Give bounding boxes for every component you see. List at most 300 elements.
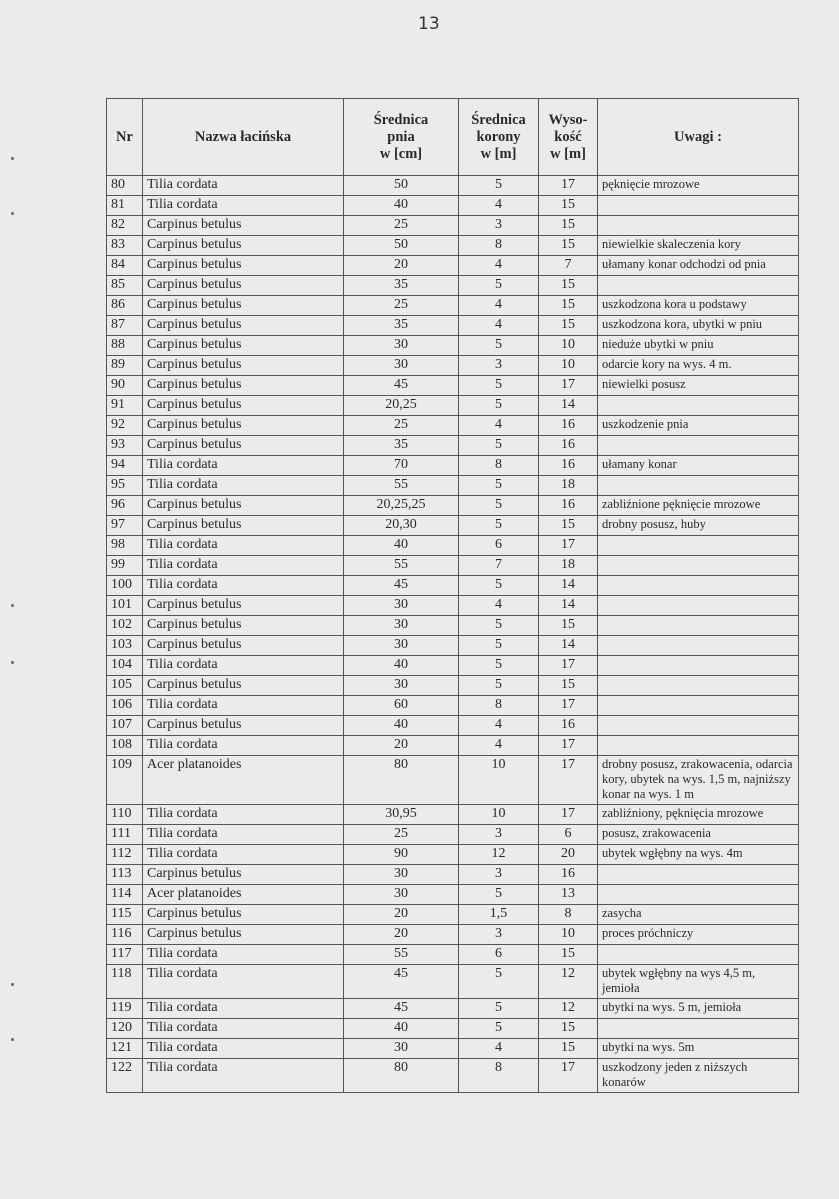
table-row: [107, 736, 799, 756]
cell-trunk-diameter: 35: [344, 316, 459, 336]
cell-height: 15: [539, 945, 598, 965]
cell-nr: 85: [107, 276, 143, 296]
cell-notes: [598, 396, 799, 416]
cell-latin-name: Tilia cordata: [143, 736, 344, 756]
cell-notes: drobny posusz, zrakowacenia, odarcia kory, ubytek na wys. 1,5 m, najniższy konar na wys. 1 m: [598, 756, 799, 805]
cell-latin-name: Carpinus betulus: [143, 676, 344, 696]
cell-trunk-diameter: 35: [344, 276, 459, 296]
cell-height: 17: [539, 805, 598, 825]
table-row: [107, 336, 799, 356]
table-row: [107, 556, 799, 576]
cell-crown-diameter: 5: [459, 336, 539, 356]
cell-height: 13: [539, 885, 598, 905]
cell-latin-name: Tilia cordata: [143, 476, 344, 496]
cell-latin-name: Carpinus betulus: [143, 716, 344, 736]
cell-latin-name: Tilia cordata: [143, 945, 344, 965]
cell-height: 17: [539, 656, 598, 676]
header-height-line: Wyso-: [548, 111, 588, 128]
cell-height: 16: [539, 416, 598, 436]
cell-latin-name: Carpinus betulus: [143, 616, 344, 636]
table-row: [107, 865, 799, 885]
table-row: [107, 236, 799, 256]
cell-latin-name: Carpinus betulus: [143, 905, 344, 925]
cell-crown-diameter: 5: [459, 396, 539, 416]
cell-trunk-diameter: 80: [344, 1059, 459, 1093]
header-crown-line: w [m]: [480, 145, 517, 162]
table-row: [107, 636, 799, 656]
table-row: [107, 376, 799, 396]
cell-latin-name: Carpinus betulus: [143, 396, 344, 416]
cell-trunk-diameter: 90: [344, 845, 459, 865]
cell-crown-diameter: 4: [459, 716, 539, 736]
table-row: [107, 316, 799, 336]
table-row: [107, 845, 799, 865]
cell-trunk-diameter: 25: [344, 216, 459, 236]
cell-trunk-diameter: 25: [344, 296, 459, 316]
cell-trunk-diameter: 55: [344, 945, 459, 965]
cell-trunk-diameter: 55: [344, 556, 459, 576]
cell-trunk-diameter: 25: [344, 825, 459, 845]
cell-latin-name: Tilia cordata: [143, 825, 344, 845]
cell-crown-diameter: 7: [459, 556, 539, 576]
cell-latin-name: Carpinus betulus: [143, 256, 344, 276]
cell-latin-name: Tilia cordata: [143, 196, 344, 216]
cell-height: 18: [539, 476, 598, 496]
table-row: [107, 456, 799, 476]
cell-height: 17: [539, 696, 598, 716]
cell-latin-name: Carpinus betulus: [143, 336, 344, 356]
table-row: [107, 696, 799, 716]
table-row: [107, 676, 799, 696]
cell-height: 10: [539, 356, 598, 376]
cell-notes: [598, 476, 799, 496]
cell-trunk-diameter: 70: [344, 456, 459, 476]
cell-trunk-diameter: 30: [344, 676, 459, 696]
cell-notes: [598, 656, 799, 676]
cell-nr: 87: [107, 316, 143, 336]
cell-height: 17: [539, 736, 598, 756]
cell-nr: 99: [107, 556, 143, 576]
cell-latin-name: Tilia cordata: [143, 965, 344, 999]
cell-nr: 83: [107, 236, 143, 256]
cell-crown-diameter: 3: [459, 825, 539, 845]
cell-crown-diameter: 4: [459, 256, 539, 276]
cell-notes: [598, 736, 799, 756]
cell-notes: niewielkie skaleczenia kory: [598, 236, 799, 256]
cell-nr: 114: [107, 885, 143, 905]
cell-crown-diameter: 5: [459, 276, 539, 296]
cell-notes: zabliźnione pęknięcie mrozowe: [598, 496, 799, 516]
cell-trunk-diameter: 30: [344, 865, 459, 885]
cell-notes: zasycha: [598, 905, 799, 925]
cell-trunk-diameter: 30: [344, 885, 459, 905]
cell-latin-name: Tilia cordata: [143, 999, 344, 1019]
cell-latin-name: Acer platanoides: [143, 885, 344, 905]
cell-trunk-diameter: 30: [344, 1039, 459, 1059]
cell-notes: ubytek wgłębny na wys 4,5 m, jemioła: [598, 965, 799, 999]
cell-height: 17: [539, 536, 598, 556]
cell-height: 16: [539, 865, 598, 885]
cell-latin-name: Tilia cordata: [143, 696, 344, 716]
cell-trunk-diameter: 20: [344, 925, 459, 945]
header-nr: Nr: [107, 99, 143, 176]
cell-height: 15: [539, 316, 598, 336]
cell-latin-name: Acer platanoides: [143, 756, 344, 805]
table-row: [107, 965, 799, 999]
cell-crown-diameter: 5: [459, 376, 539, 396]
scan-speck: [11, 212, 14, 215]
cell-height: 15: [539, 1019, 598, 1039]
cell-crown-diameter: 8: [459, 1059, 539, 1093]
tree-inventory-table: [106, 98, 799, 1093]
header-trunk-line: Średnica: [373, 111, 429, 128]
header-notes: Uwagi :: [598, 99, 799, 176]
cell-trunk-diameter: 80: [344, 756, 459, 805]
cell-height: 12: [539, 965, 598, 999]
cell-latin-name: Tilia cordata: [143, 845, 344, 865]
cell-crown-diameter: 3: [459, 925, 539, 945]
cell-crown-diameter: 6: [459, 536, 539, 556]
cell-trunk-diameter: 20: [344, 256, 459, 276]
cell-notes: [598, 596, 799, 616]
cell-nr: 116: [107, 925, 143, 945]
cell-nr: 82: [107, 216, 143, 236]
cell-crown-diameter: 10: [459, 805, 539, 825]
cell-nr: 80: [107, 176, 143, 196]
cell-trunk-diameter: 30: [344, 636, 459, 656]
cell-nr: 94: [107, 456, 143, 476]
cell-latin-name: Tilia cordata: [143, 536, 344, 556]
cell-height: 17: [539, 756, 598, 805]
cell-nr: 93: [107, 436, 143, 456]
cell-notes: [598, 636, 799, 656]
cell-latin-name: Carpinus betulus: [143, 216, 344, 236]
cell-crown-diameter: 5: [459, 616, 539, 636]
table-header: [107, 99, 799, 176]
cell-latin-name: Carpinus betulus: [143, 865, 344, 885]
cell-trunk-diameter: 45: [344, 999, 459, 1019]
table-row: [107, 256, 799, 276]
header-trunk-diameter: [344, 99, 459, 176]
cell-height: 17: [539, 1059, 598, 1093]
cell-nr: 96: [107, 496, 143, 516]
cell-height: 15: [539, 676, 598, 696]
cell-height: 16: [539, 456, 598, 476]
cell-trunk-diameter: 30: [344, 336, 459, 356]
cell-crown-diameter: 3: [459, 865, 539, 885]
cell-trunk-diameter: 30: [344, 356, 459, 376]
cell-latin-name: Tilia cordata: [143, 1059, 344, 1093]
cell-height: 12: [539, 999, 598, 1019]
cell-nr: 109: [107, 756, 143, 805]
table-row: [107, 805, 799, 825]
cell-notes: [598, 536, 799, 556]
cell-nr: 84: [107, 256, 143, 276]
table-row: [107, 925, 799, 945]
table-row: [107, 1039, 799, 1059]
cell-notes: uszkodzona kora, ubytki w pniu: [598, 316, 799, 336]
cell-nr: 88: [107, 336, 143, 356]
cell-height: 6: [539, 825, 598, 845]
table-body: [107, 176, 799, 1093]
scan-speck: [11, 661, 14, 664]
cell-crown-diameter: 12: [459, 845, 539, 865]
cell-latin-name: Carpinus betulus: [143, 496, 344, 516]
cell-notes: [598, 616, 799, 636]
cell-crown-diameter: 5: [459, 965, 539, 999]
cell-latin-name: Carpinus betulus: [143, 925, 344, 945]
cell-crown-diameter: 3: [459, 216, 539, 236]
cell-trunk-diameter: 35: [344, 436, 459, 456]
cell-height: 8: [539, 905, 598, 925]
cell-crown-diameter: 8: [459, 696, 539, 716]
table-row: [107, 945, 799, 965]
cell-nr: 108: [107, 736, 143, 756]
cell-nr: 112: [107, 845, 143, 865]
cell-crown-diameter: 5: [459, 516, 539, 536]
cell-nr: 120: [107, 1019, 143, 1039]
cell-height: 16: [539, 436, 598, 456]
table-row: [107, 536, 799, 556]
cell-nr: 91: [107, 396, 143, 416]
cell-latin-name: Carpinus betulus: [143, 316, 344, 336]
cell-trunk-diameter: 55: [344, 476, 459, 496]
cell-height: 14: [539, 576, 598, 596]
cell-height: 18: [539, 556, 598, 576]
table-row: [107, 596, 799, 616]
cell-trunk-diameter: 40: [344, 656, 459, 676]
cell-trunk-diameter: 45: [344, 576, 459, 596]
cell-notes: ubytki na wys. 5 m, jemioła: [598, 999, 799, 1019]
cell-nr: 104: [107, 656, 143, 676]
cell-notes: zabliźniony, pęknięcia mrozowe: [598, 805, 799, 825]
cell-crown-diameter: 8: [459, 236, 539, 256]
cell-height: 16: [539, 496, 598, 516]
cell-notes: ubytek wgłębny na wys. 4m: [598, 845, 799, 865]
table-row: [107, 356, 799, 376]
cell-crown-diameter: 4: [459, 416, 539, 436]
cell-latin-name: Carpinus betulus: [143, 376, 344, 396]
cell-nr: 102: [107, 616, 143, 636]
table-row: [107, 756, 799, 805]
cell-trunk-diameter: 40: [344, 536, 459, 556]
cell-crown-diameter: 4: [459, 736, 539, 756]
cell-crown-diameter: 5: [459, 676, 539, 696]
cell-latin-name: Tilia cordata: [143, 456, 344, 476]
cell-trunk-diameter: 40: [344, 716, 459, 736]
cell-crown-diameter: 8: [459, 456, 539, 476]
cell-crown-diameter: 5: [459, 436, 539, 456]
cell-nr: 86: [107, 296, 143, 316]
cell-crown-diameter: 4: [459, 296, 539, 316]
cell-crown-diameter: 10: [459, 756, 539, 805]
cell-nr: 81: [107, 196, 143, 216]
header-crown-diameter: [459, 99, 539, 176]
cell-nr: 103: [107, 636, 143, 656]
cell-notes: pęknięcie mrozowe: [598, 176, 799, 196]
cell-height: 15: [539, 616, 598, 636]
cell-latin-name: Carpinus betulus: [143, 416, 344, 436]
cell-notes: [598, 556, 799, 576]
table-row: [107, 296, 799, 316]
cell-latin-name: Carpinus betulus: [143, 356, 344, 376]
cell-height: 15: [539, 1039, 598, 1059]
cell-nr: 89: [107, 356, 143, 376]
cell-trunk-diameter: 50: [344, 176, 459, 196]
cell-crown-diameter: 5: [459, 176, 539, 196]
cell-trunk-diameter: 60: [344, 696, 459, 716]
cell-height: 10: [539, 925, 598, 945]
cell-notes: [598, 945, 799, 965]
cell-latin-name: Tilia cordata: [143, 556, 344, 576]
cell-notes: [598, 576, 799, 596]
cell-nr: 106: [107, 696, 143, 716]
cell-crown-diameter: 6: [459, 945, 539, 965]
cell-height: 15: [539, 216, 598, 236]
cell-notes: niewielki posusz: [598, 376, 799, 396]
cell-notes: ułamany konar: [598, 456, 799, 476]
cell-nr: 113: [107, 865, 143, 885]
cell-height: 15: [539, 196, 598, 216]
cell-height: 15: [539, 236, 598, 256]
cell-nr: 110: [107, 805, 143, 825]
cell-trunk-diameter: 20: [344, 905, 459, 925]
cell-height: 14: [539, 596, 598, 616]
scan-speck: [11, 983, 14, 986]
header-trunk-line: pnia: [387, 128, 415, 145]
cell-nr: 100: [107, 576, 143, 596]
header-height-line: kość: [554, 128, 582, 145]
table-row: [107, 1059, 799, 1093]
cell-notes: [598, 1019, 799, 1039]
cell-latin-name: Carpinus betulus: [143, 296, 344, 316]
page-number: 13: [418, 14, 440, 34]
cell-nr: 90: [107, 376, 143, 396]
cell-nr: 118: [107, 965, 143, 999]
cell-notes: [598, 696, 799, 716]
cell-notes: [598, 216, 799, 236]
table-row: [107, 396, 799, 416]
cell-notes: uszkodzenie pnia: [598, 416, 799, 436]
cell-crown-diameter: 5: [459, 885, 539, 905]
cell-latin-name: Tilia cordata: [143, 1039, 344, 1059]
table-row: [107, 436, 799, 456]
cell-height: 14: [539, 636, 598, 656]
table-row: [107, 276, 799, 296]
cell-notes: [598, 676, 799, 696]
table-row: [107, 416, 799, 436]
cell-trunk-diameter: 30: [344, 616, 459, 636]
table-row: [107, 496, 799, 516]
table-row: [107, 1019, 799, 1039]
cell-height: 16: [539, 716, 598, 736]
cell-height: 17: [539, 176, 598, 196]
table-row: [107, 905, 799, 925]
cell-trunk-diameter: 30: [344, 596, 459, 616]
cell-nr: 95: [107, 476, 143, 496]
cell-notes: [598, 716, 799, 736]
cell-notes: ułamany konar odchodzi od pnia: [598, 256, 799, 276]
table-row: [107, 716, 799, 736]
cell-height: 7: [539, 256, 598, 276]
cell-trunk-diameter: 20: [344, 736, 459, 756]
header-trunk-line: w [cm]: [379, 145, 423, 162]
cell-nr: 119: [107, 999, 143, 1019]
cell-height: 17: [539, 376, 598, 396]
cell-nr: 117: [107, 945, 143, 965]
cell-crown-diameter: 5: [459, 576, 539, 596]
cell-nr: 97: [107, 516, 143, 536]
cell-trunk-diameter: 50: [344, 236, 459, 256]
cell-height: 14: [539, 396, 598, 416]
table-row: [107, 176, 799, 196]
cell-nr: 121: [107, 1039, 143, 1059]
cell-notes: [598, 436, 799, 456]
cell-nr: 98: [107, 536, 143, 556]
cell-trunk-diameter: 20,30: [344, 516, 459, 536]
header-crown-line: Średnica: [471, 111, 526, 128]
cell-crown-diameter: 5: [459, 496, 539, 516]
table-row: [107, 825, 799, 845]
cell-notes: odarcie kory na wys. 4 m.: [598, 356, 799, 376]
scan-speck: [11, 1038, 14, 1041]
cell-latin-name: Carpinus betulus: [143, 236, 344, 256]
table-row: [107, 216, 799, 236]
table-row: [107, 576, 799, 596]
table-row: [107, 196, 799, 216]
cell-nr: 92: [107, 416, 143, 436]
cell-height: 15: [539, 276, 598, 296]
cell-crown-diameter: 5: [459, 1019, 539, 1039]
cell-crown-diameter: 4: [459, 1039, 539, 1059]
cell-nr: 107: [107, 716, 143, 736]
cell-latin-name: Carpinus betulus: [143, 276, 344, 296]
cell-crown-diameter: 4: [459, 316, 539, 336]
cell-latin-name: Carpinus betulus: [143, 596, 344, 616]
cell-height: 15: [539, 516, 598, 536]
cell-trunk-diameter: 40: [344, 196, 459, 216]
cell-notes: [598, 885, 799, 905]
cell-notes: posusz, zrakowacenia: [598, 825, 799, 845]
cell-notes: uszkodzony jeden z niższych konarów: [598, 1059, 799, 1093]
cell-notes: uszkodzona kora u podstawy: [598, 296, 799, 316]
cell-crown-diameter: 5: [459, 636, 539, 656]
header-height-line: w [m]: [550, 145, 586, 162]
cell-latin-name: Tilia cordata: [143, 176, 344, 196]
cell-trunk-diameter: 20,25,25: [344, 496, 459, 516]
table-row: [107, 885, 799, 905]
cell-notes: nieduże ubytki w pniu: [598, 336, 799, 356]
cell-latin-name: Carpinus betulus: [143, 436, 344, 456]
cell-nr: 111: [107, 825, 143, 845]
scan-speck: [11, 604, 14, 607]
cell-notes: [598, 276, 799, 296]
cell-crown-diameter: 5: [459, 476, 539, 496]
cell-latin-name: Carpinus betulus: [143, 516, 344, 536]
cell-crown-diameter: 3: [459, 356, 539, 376]
table-row: [107, 476, 799, 496]
cell-crown-diameter: 4: [459, 596, 539, 616]
cell-crown-diameter: 4: [459, 196, 539, 216]
cell-trunk-diameter: 25: [344, 416, 459, 436]
header-latin-name: Nazwa łacińska: [143, 99, 344, 176]
cell-nr: 115: [107, 905, 143, 925]
header-crown-line: korony: [476, 128, 521, 145]
cell-nr: 105: [107, 676, 143, 696]
cell-trunk-diameter: 20,25: [344, 396, 459, 416]
table-row: [107, 616, 799, 636]
cell-latin-name: Tilia cordata: [143, 656, 344, 676]
